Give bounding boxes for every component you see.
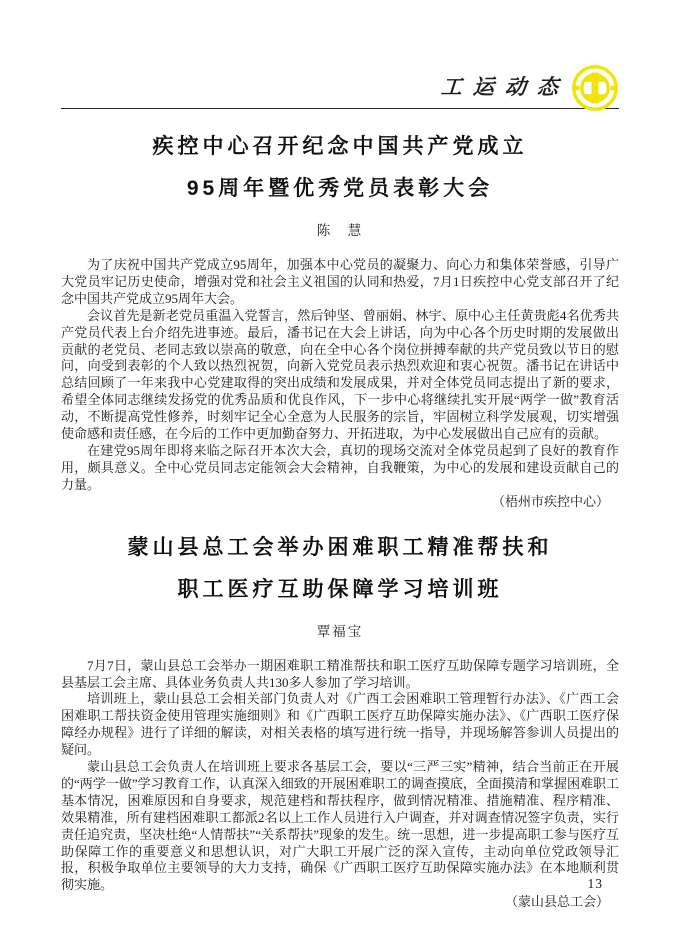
article-2-paragraph-3: 蒙山县总工会负责人在培训班上要求各基层工会，要以“三严三实”精神，结合当前正在开展的“两学一做”学习教育工作，认真深入细致的开展困难职工的调查摸底，全面摸清和掌握困难职工基本情况，困难原因和自身要求，规范建档和帮扶程序，做到情况精准、措施精准、程序精准、效果精准，所有建档困难职工都派2名以上工作人员进行入户调查，并对调查情况签字负责，实行责任追究责，坚决杜绝“人情帮扶”“关系帮扶”现象的发生。统一思想，进一步提高职工参与医疗互助保障工作的重要意义和思想认识，对广大职工开展广泛的深入宣传，主动向单位党政领导汇报，积极争取单位主要领导的大力支持，确保《广西职工医疗互助保障实施办法》在本地顺利贯彻实施。 (61, 759, 619, 893)
trade-union-emblem-icon (571, 64, 619, 112)
article-2-title-line-2: 职工医疗互助保障学习培训班 (177, 577, 503, 601)
article-1-title (61, 136, 619, 199)
article-2-attribution: （蒙山县总工会） (504, 894, 609, 910)
header-divider (61, 108, 619, 109)
article-cdc-anniversary (61, 136, 619, 511)
article-2-body (61, 658, 619, 895)
article-1-paragraph-1: 为了庆祝中国共产党成立95周年，加强本中心党员的凝聚力、向心力和集体荣誉感，引导广大党员牢记历史使命，增强对党和社会主义祖国的认同和热爱，7月1日疾控中心党支部召开了纪念中国共产党成立95周年大会。 (61, 257, 619, 306)
article-2-title-line-1: 蒙山县总工会举办困难职工精准帮扶和 (127, 535, 553, 559)
article-2-paragraph-2: 培训班上，蒙山县总工会相关部门负责人对《广西工会困难职工管理暂行办法》、《广西工会困难职工帮扶资金使用管理实施细则》和《广西职工医疗互助保障实施办法》、《广西职工医疗保障经办规程》进行了详细的解读，对相关表格的填写进行统一指导，并现场解答参训人员提出的疑问。 (61, 691, 619, 758)
article-1-title-line-2: 95周年暨优秀党员表彰大会 (186, 177, 494, 200)
masthead-title: 工运动态 (440, 74, 570, 99)
article-1-paragraph-3: 在建党95周年即将来临之际召开本次大会，真切的现场交流对全体党员起到了良好的教育作用，颇具意义。全中心党员同志定能领会大会精神，自我鞭策，为中心的发展和建设贡献自己的力量。 (61, 442, 619, 492)
page-number: 13 (587, 876, 603, 891)
article-1-author: 陈 慧 (316, 223, 364, 238)
article-2-title (61, 537, 619, 600)
article-2-paragraph-1: 7月7日，蒙山县总工会举办一期困难职工精准帮扶和职工医疗互助保障专题学习培训班，全县基层工会主席、具体业务负责人共130多人参加了学习培训。 (61, 657, 619, 690)
article-1-paragraph-2: 会议首先是新老党员重温入党誓言，然后钟坚、曾丽娟、林宇、原中心主任黄贵彪4名优秀共产党员代表上台介绍先进事迹。最后，潘书记在大会上讲话，向为中心各个历史时期的发展做出贡献的老党员、老同志致以崇高的敬意，向在全中心各个岗位拼搏奉献的共产党员致以节日的慰问，向受到表彰的个人致以热烈祝贺，向新入党党员表示热烈欢迎和衷心祝贺。潘书记在讲话中总结回顾了一年来我中心党建取得的突出成绩和发展成果，并对全体党员同志提出了新的要求，希望全体同志继续发扬党的优秀品质和优良作风，下一步中心将继续扎实开展“两学一做”教育活动，不断提高党性修养，时刻牢记全心全意为人民服务的宗旨，牢固树立科学发展观，切实增强使命感和责任感，在今后的工作中更加勤奋努力、开拓进取，为中心发展做出自己应有的贡献。 (61, 307, 619, 442)
article-1-attribution: （梧州市疾控中心） (491, 493, 609, 509)
page-header (61, 0, 619, 109)
article-1-body (61, 257, 619, 494)
article-2-author: 覃福宝 (316, 623, 364, 639)
article-1-title-line-1: 疾控中心召开纪念中国共产党成立 (152, 135, 528, 158)
masthead (61, 0, 619, 110)
article-union-training (61, 537, 619, 912)
